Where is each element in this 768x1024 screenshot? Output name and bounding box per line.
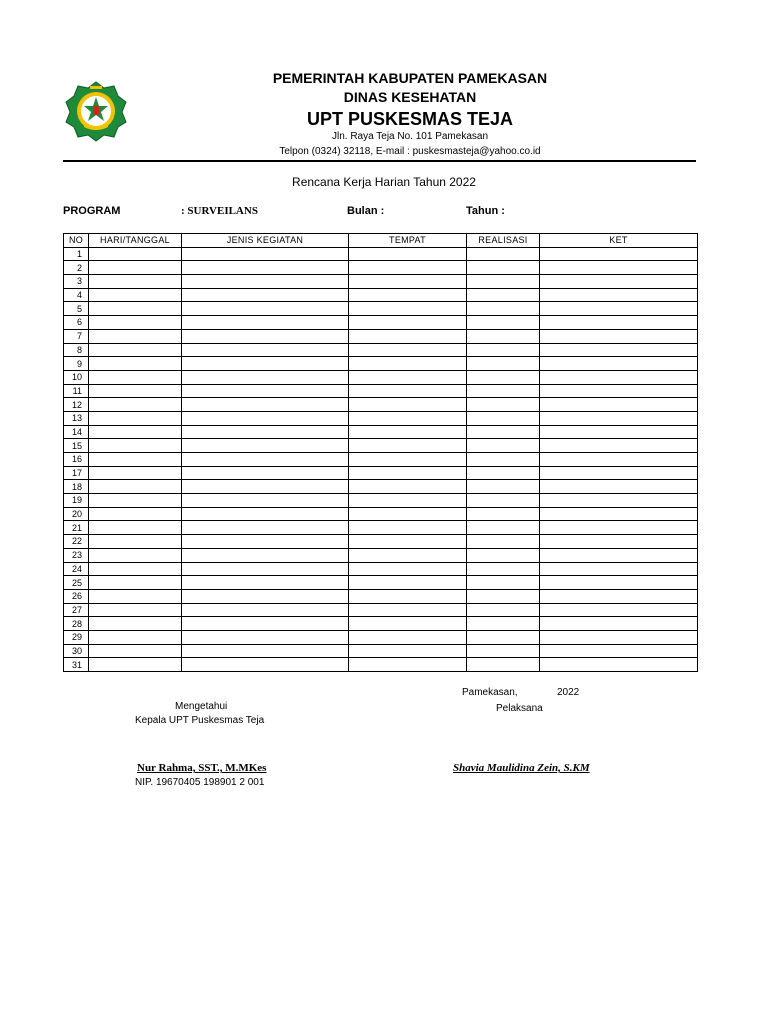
date-cell[interactable]	[89, 288, 182, 302]
place-cell[interactable]	[349, 275, 467, 289]
table-row	[64, 288, 698, 302]
note-cell[interactable]	[540, 466, 698, 480]
row-number-cell: 3	[64, 275, 89, 289]
row-number-cell: 6	[64, 316, 89, 330]
program-value: : SURVEILANS	[181, 205, 258, 217]
row-number-cell: 23	[64, 548, 89, 562]
note-cell[interactable]	[540, 535, 698, 549]
table-row	[64, 507, 698, 521]
realization-cell[interactable]	[467, 562, 540, 576]
realization-cell[interactable]	[467, 576, 540, 590]
note-cell[interactable]	[540, 316, 698, 330]
realization-cell[interactable]	[467, 384, 540, 398]
row-number-cell: 29	[64, 630, 89, 644]
place-cell[interactable]	[349, 494, 467, 508]
date-cell[interactable]	[89, 411, 182, 425]
place-cell[interactable]	[349, 411, 467, 425]
activity-cell[interactable]	[182, 466, 349, 480]
place-cell[interactable]	[349, 535, 467, 549]
organization-name: UPT PUSKESMAS TEJA	[306, 109, 514, 129]
note-cell[interactable]	[540, 548, 698, 562]
row-number-cell: 2	[64, 261, 89, 275]
table-row	[64, 576, 698, 590]
activity-cell[interactable]	[182, 316, 349, 330]
approver-role: Kepala UPT Puskesmas Teja	[135, 715, 265, 726]
note-cell[interactable]	[540, 576, 698, 590]
realization-cell[interactable]	[467, 494, 540, 508]
place-cell[interactable]	[349, 630, 467, 644]
date-cell[interactable]	[89, 507, 182, 521]
date-cell[interactable]	[89, 316, 182, 330]
month-label: Bulan :	[347, 205, 385, 217]
realization-cell[interactable]	[467, 370, 540, 384]
note-cell[interactable]	[540, 658, 698, 672]
note-cell[interactable]	[540, 247, 698, 261]
realization-cell[interactable]	[467, 343, 540, 357]
realization-cell[interactable]	[467, 302, 540, 316]
realization-cell[interactable]	[467, 507, 540, 521]
date-cell[interactable]	[89, 398, 182, 412]
table-row	[64, 357, 698, 371]
realization-cell[interactable]	[467, 261, 540, 275]
header-divider	[63, 160, 696, 162]
row-number-cell: 31	[64, 658, 89, 672]
column-header-no: NO	[64, 234, 89, 248]
row-number-cell: 19	[64, 494, 89, 508]
note-cell[interactable]	[540, 439, 698, 453]
row-number-cell: 13	[64, 411, 89, 425]
realization-cell[interactable]	[467, 548, 540, 562]
note-cell[interactable]	[540, 589, 698, 603]
place-cell[interactable]	[349, 384, 467, 398]
row-number-cell: 12	[64, 398, 89, 412]
date-cell[interactable]	[89, 480, 182, 494]
activity-cell[interactable]	[182, 507, 349, 521]
place-cell[interactable]	[349, 370, 467, 384]
note-cell[interactable]	[540, 343, 698, 357]
activity-cell[interactable]	[182, 398, 349, 412]
date-cell[interactable]	[89, 658, 182, 672]
contact-line: Telpon (0324) 32118, E-mail : puskesmasteja@yahoo.co.id	[279, 146, 541, 157]
table-row	[64, 275, 698, 289]
table-row	[64, 370, 698, 384]
note-cell[interactable]	[540, 617, 698, 631]
table-row	[64, 480, 698, 494]
date-cell[interactable]	[89, 343, 182, 357]
place-cell[interactable]	[349, 316, 467, 330]
activity-cell[interactable]	[182, 589, 349, 603]
activity-cell[interactable]	[182, 535, 349, 549]
row-number-cell: 26	[64, 589, 89, 603]
table-row	[64, 453, 698, 467]
table-row	[64, 247, 698, 261]
activity-cell[interactable]	[182, 453, 349, 467]
date-cell[interactable]	[89, 589, 182, 603]
note-cell[interactable]	[540, 480, 698, 494]
row-number-cell: 7	[64, 329, 89, 343]
table-row	[64, 535, 698, 549]
activity-cell[interactable]	[182, 494, 349, 508]
activity-cell[interactable]	[182, 261, 349, 275]
note-cell[interactable]	[540, 261, 698, 275]
activity-cell[interactable]	[182, 480, 349, 494]
place-cell[interactable]	[349, 576, 467, 590]
row-number-cell: 14	[64, 425, 89, 439]
column-header-realization: REALISASI	[467, 234, 540, 248]
row-number-cell: 20	[64, 507, 89, 521]
note-cell[interactable]	[540, 562, 698, 576]
activity-cell[interactable]	[182, 644, 349, 658]
row-number-cell: 24	[64, 562, 89, 576]
realization-cell[interactable]	[467, 466, 540, 480]
place-cell[interactable]	[349, 247, 467, 261]
activity-cell[interactable]	[182, 562, 349, 576]
note-cell[interactable]	[540, 288, 698, 302]
row-number-cell: 18	[64, 480, 89, 494]
department-name: DINAS KESEHATAN	[343, 89, 477, 105]
note-cell[interactable]	[540, 507, 698, 521]
table-row	[64, 521, 698, 535]
place-cell[interactable]	[349, 329, 467, 343]
activity-cell[interactable]	[182, 384, 349, 398]
realization-cell[interactable]	[467, 316, 540, 330]
realization-cell[interactable]	[467, 521, 540, 535]
note-cell[interactable]	[540, 494, 698, 508]
activity-cell[interactable]	[182, 302, 349, 316]
realization-cell[interactable]	[467, 603, 540, 617]
date-cell[interactable]	[89, 494, 182, 508]
note-cell[interactable]	[540, 630, 698, 644]
column-header-date: HARI/TANGGAL	[89, 234, 182, 248]
row-number-cell: 4	[64, 288, 89, 302]
government-name: PEMERINTAH KABUPATEN PAMEKASAN	[272, 70, 548, 86]
note-cell[interactable]	[540, 384, 698, 398]
table-body	[64, 247, 698, 671]
address-line: Jln. Raya Teja No. 101 Pamekasan	[331, 131, 488, 142]
row-number-cell: 16	[64, 453, 89, 467]
date-cell[interactable]	[89, 247, 182, 261]
table-row	[64, 548, 698, 562]
place-date: Pamekasan,	[462, 687, 518, 698]
table-row	[64, 316, 698, 330]
activity-cell[interactable]	[182, 343, 349, 357]
place-cell[interactable]	[349, 617, 467, 631]
note-cell[interactable]	[540, 370, 698, 384]
activity-cell[interactable]	[182, 329, 349, 343]
date-cell[interactable]	[89, 261, 182, 275]
activity-cell[interactable]	[182, 370, 349, 384]
approver-nip: NIP. 19670405 198901 2 001	[135, 777, 265, 788]
column-header-note: KET	[540, 234, 698, 248]
row-number-cell: 11	[64, 384, 89, 398]
document-title: Rencana Kerja Harian Tahun 2022	[292, 175, 476, 189]
column-header-place: TEMPAT	[349, 234, 467, 248]
row-number-cell: 9	[64, 357, 89, 371]
realization-cell[interactable]	[467, 630, 540, 644]
row-number-cell: 10	[64, 370, 89, 384]
signature-year: 2022	[557, 687, 580, 698]
realization-cell[interactable]	[467, 589, 540, 603]
table-row	[64, 466, 698, 480]
place-cell[interactable]	[349, 589, 467, 603]
note-cell[interactable]	[540, 521, 698, 535]
activity-cell[interactable]	[182, 425, 349, 439]
note-cell[interactable]	[540, 329, 698, 343]
row-number-cell: 1	[64, 247, 89, 261]
note-cell[interactable]	[540, 357, 698, 371]
place-cell[interactable]	[349, 507, 467, 521]
note-cell[interactable]	[540, 425, 698, 439]
realization-cell[interactable]	[467, 453, 540, 467]
activity-cell[interactable]	[182, 576, 349, 590]
place-cell[interactable]	[349, 453, 467, 467]
date-cell[interactable]	[89, 453, 182, 467]
table-row	[64, 411, 698, 425]
note-cell[interactable]	[540, 411, 698, 425]
date-cell[interactable]	[89, 562, 182, 576]
activity-cell[interactable]	[182, 288, 349, 302]
table-row	[64, 562, 698, 576]
row-number-cell: 21	[64, 521, 89, 535]
place-cell[interactable]	[349, 548, 467, 562]
table-row	[64, 630, 698, 644]
realization-cell[interactable]	[467, 247, 540, 261]
date-cell[interactable]	[89, 630, 182, 644]
realization-cell[interactable]	[467, 288, 540, 302]
activity-cell[interactable]	[182, 247, 349, 261]
date-cell[interactable]	[89, 576, 182, 590]
place-cell[interactable]	[349, 480, 467, 494]
activity-cell[interactable]	[182, 603, 349, 617]
date-cell[interactable]	[89, 370, 182, 384]
row-number-cell: 30	[64, 644, 89, 658]
date-cell[interactable]	[89, 357, 182, 371]
place-cell[interactable]	[349, 288, 467, 302]
activity-cell[interactable]	[182, 411, 349, 425]
realization-cell[interactable]	[467, 439, 540, 453]
realization-cell[interactable]	[467, 480, 540, 494]
table-row	[64, 261, 698, 275]
activity-cell[interactable]	[182, 275, 349, 289]
table-row	[64, 439, 698, 453]
realization-cell[interactable]	[467, 535, 540, 549]
row-number-cell: 22	[64, 535, 89, 549]
table-row	[64, 425, 698, 439]
table-row	[64, 329, 698, 343]
implementer-name: Shavia Maulidina Zein, S.KM	[453, 762, 590, 774]
activity-cell[interactable]	[182, 658, 349, 672]
place-cell[interactable]	[349, 466, 467, 480]
date-cell[interactable]	[89, 275, 182, 289]
implementer-role: Pelaksana	[496, 703, 543, 714]
realization-cell[interactable]	[467, 644, 540, 658]
date-cell[interactable]	[89, 535, 182, 549]
note-cell[interactable]	[540, 275, 698, 289]
place-cell[interactable]	[349, 343, 467, 357]
table-row	[64, 494, 698, 508]
table-row	[64, 589, 698, 603]
date-cell[interactable]	[89, 384, 182, 398]
table-row	[64, 343, 698, 357]
activity-cell[interactable]	[182, 617, 349, 631]
note-cell[interactable]	[540, 603, 698, 617]
table-row	[64, 302, 698, 316]
activity-cell[interactable]	[182, 548, 349, 562]
place-cell[interactable]	[349, 521, 467, 535]
table-row	[64, 384, 698, 398]
table-row	[64, 644, 698, 658]
place-cell[interactable]	[349, 302, 467, 316]
activity-cell[interactable]	[182, 630, 349, 644]
realization-cell[interactable]	[467, 398, 540, 412]
place-cell[interactable]	[349, 644, 467, 658]
date-cell[interactable]	[89, 644, 182, 658]
realization-cell[interactable]	[467, 425, 540, 439]
row-number-cell: 8	[64, 343, 89, 357]
date-cell[interactable]	[89, 425, 182, 439]
table-row	[64, 603, 698, 617]
realization-cell[interactable]	[467, 658, 540, 672]
realization-cell[interactable]	[467, 617, 540, 631]
date-cell[interactable]	[89, 466, 182, 480]
note-cell[interactable]	[540, 302, 698, 316]
activity-cell[interactable]	[182, 439, 349, 453]
realization-cell[interactable]	[467, 275, 540, 289]
table-row	[64, 658, 698, 672]
program-label: PROGRAM	[63, 205, 121, 217]
date-cell[interactable]	[89, 603, 182, 617]
year-label: Tahun :	[466, 205, 505, 217]
row-number-cell: 17	[64, 466, 89, 480]
note-cell[interactable]	[540, 453, 698, 467]
district-emblem-icon	[64, 80, 128, 142]
activity-cell[interactable]	[182, 357, 349, 371]
row-number-cell: 25	[64, 576, 89, 590]
place-cell[interactable]	[349, 603, 467, 617]
realization-cell[interactable]	[467, 329, 540, 343]
note-cell[interactable]	[540, 398, 698, 412]
date-cell[interactable]	[89, 521, 182, 535]
note-cell[interactable]	[540, 644, 698, 658]
date-cell[interactable]	[89, 548, 182, 562]
place-cell[interactable]	[349, 658, 467, 672]
activity-table	[63, 233, 698, 672]
column-header-activity: JENIS KEGIATAN	[182, 234, 349, 248]
date-cell[interactable]	[89, 302, 182, 316]
row-number-cell: 15	[64, 439, 89, 453]
place-cell[interactable]	[349, 261, 467, 275]
row-number-cell: 27	[64, 603, 89, 617]
row-number-cell: 28	[64, 617, 89, 631]
approver-name: Nur Rahma, SST., M.MKes	[137, 762, 267, 774]
approver-caption: Mengetahui	[175, 701, 228, 712]
table-row	[64, 398, 698, 412]
date-cell[interactable]	[89, 617, 182, 631]
date-cell[interactable]	[89, 439, 182, 453]
place-cell[interactable]	[349, 562, 467, 576]
realization-cell[interactable]	[467, 357, 540, 371]
row-number-cell: 5	[64, 302, 89, 316]
place-cell[interactable]	[349, 439, 467, 453]
date-cell[interactable]	[89, 329, 182, 343]
place-cell[interactable]	[349, 425, 467, 439]
table-header-row	[64, 234, 698, 248]
table-row	[64, 617, 698, 631]
realization-cell[interactable]	[467, 411, 540, 425]
place-cell[interactable]	[349, 398, 467, 412]
place-cell[interactable]	[349, 357, 467, 371]
activity-cell[interactable]	[182, 521, 349, 535]
